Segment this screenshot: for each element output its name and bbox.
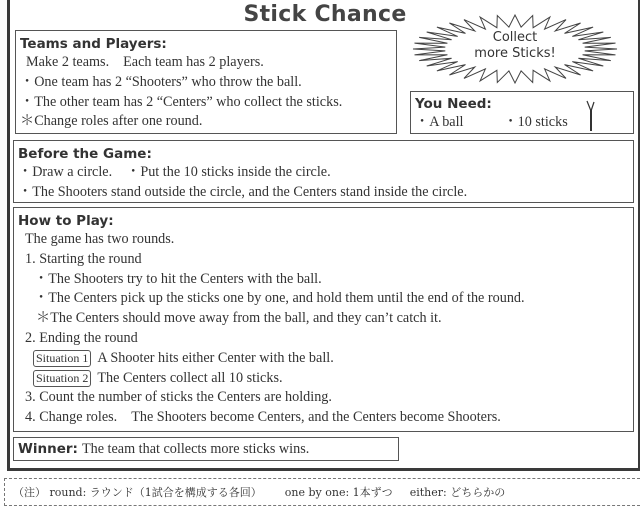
how-step-2: 2. Ending the round <box>25 329 138 346</box>
starburst-line-2: more Sticks! <box>474 46 556 61</box>
footnote-prefix: （注） <box>13 486 46 499</box>
situation-2-row <box>18 369 633 389</box>
before-game-row-1 <box>18 163 633 183</box>
before-item-sticks: ・Put the 10 sticks inside the circle. <box>126 164 331 180</box>
situation-1-badge: Situation 1 <box>33 350 91 367</box>
how-step-4-b: The Shooters become Centers, and the Centers become Shooters. <box>131 409 501 426</box>
situation-2-text: The Centers collect all 10 sticks. <box>97 369 283 386</box>
teams-bullet-1: ・One team has 2 “Shooters” who throw the ball. <box>20 73 302 90</box>
you-need-heading: You Need: <box>415 96 492 112</box>
situation-2-badge: Situation 2 <box>33 370 91 387</box>
winner-label: Winner: <box>18 441 78 457</box>
teams-section <box>15 30 397 134</box>
how-intro: The game has two rounds. <box>25 231 175 247</box>
how-step-1-note: ＊The Centers should move away from the ball, and they can’t catch it. <box>36 310 442 327</box>
situation-1-text: A Shooter hits either Center with the ball. <box>97 349 334 366</box>
teams-intro <box>20 53 396 73</box>
before-item-stand: ・The Shooters stand outside the circle, and the Centers stand inside the circle. <box>18 183 468 200</box>
footnote-gloss-round: round: ラウンド（1試合を構成する各回） <box>49 486 262 499</box>
before-game-heading: Before the Game: <box>18 146 152 162</box>
how-step-4-a: 4. Change roles. <box>25 409 118 426</box>
footnote-gloss-either: either: どちらかの <box>409 486 506 499</box>
footnote-text <box>13 484 505 500</box>
teams-intro-a: Make 2 teams. <box>26 54 110 70</box>
winner-text: The team that collects more sticks wins. <box>81 441 310 457</box>
teams-note: ＊Change roles after one round. <box>20 113 203 130</box>
stick-icon <box>586 100 596 132</box>
how-step-1-a: ・The Shooters try to hit the Centers with the ball. <box>34 270 322 287</box>
teams-bullet-2: ・The other team has 2 “Centers” who collect the sticks. <box>20 93 343 110</box>
situation-1-row <box>18 349 633 369</box>
how-step-3: 3. Count the number of sticks the Centers are holding. <box>25 389 332 406</box>
how-to-play-heading: How to Play: <box>18 213 114 229</box>
how-step-1-b: ・The Centers pick up the sticks one by one, and hold them until the end of the round. <box>34 290 525 307</box>
how-step-4 <box>18 408 633 428</box>
before-game-section <box>13 140 634 203</box>
how-to-play-section <box>13 207 634 432</box>
you-need-items <box>415 113 633 133</box>
teams-intro-b: Each team has 2 players. <box>123 54 264 70</box>
starburst-text <box>412 30 618 62</box>
you-need-section <box>410 91 634 134</box>
you-need-item-sticks: ・10 sticks <box>503 114 568 130</box>
before-item-circle: ・Draw a circle. <box>18 164 113 180</box>
how-step-1: 1. Starting the round <box>25 250 142 267</box>
page-title: Stick Chance <box>243 2 407 27</box>
you-need-item-ball: ・A ball <box>415 114 464 130</box>
starburst-line-1: Collect <box>492 30 538 45</box>
footnote-gloss-one-by-one: one by one: 1本ずつ <box>284 486 393 499</box>
teams-heading: Teams and Players: <box>20 36 167 52</box>
winner-section <box>13 437 399 461</box>
footnote <box>4 478 640 506</box>
